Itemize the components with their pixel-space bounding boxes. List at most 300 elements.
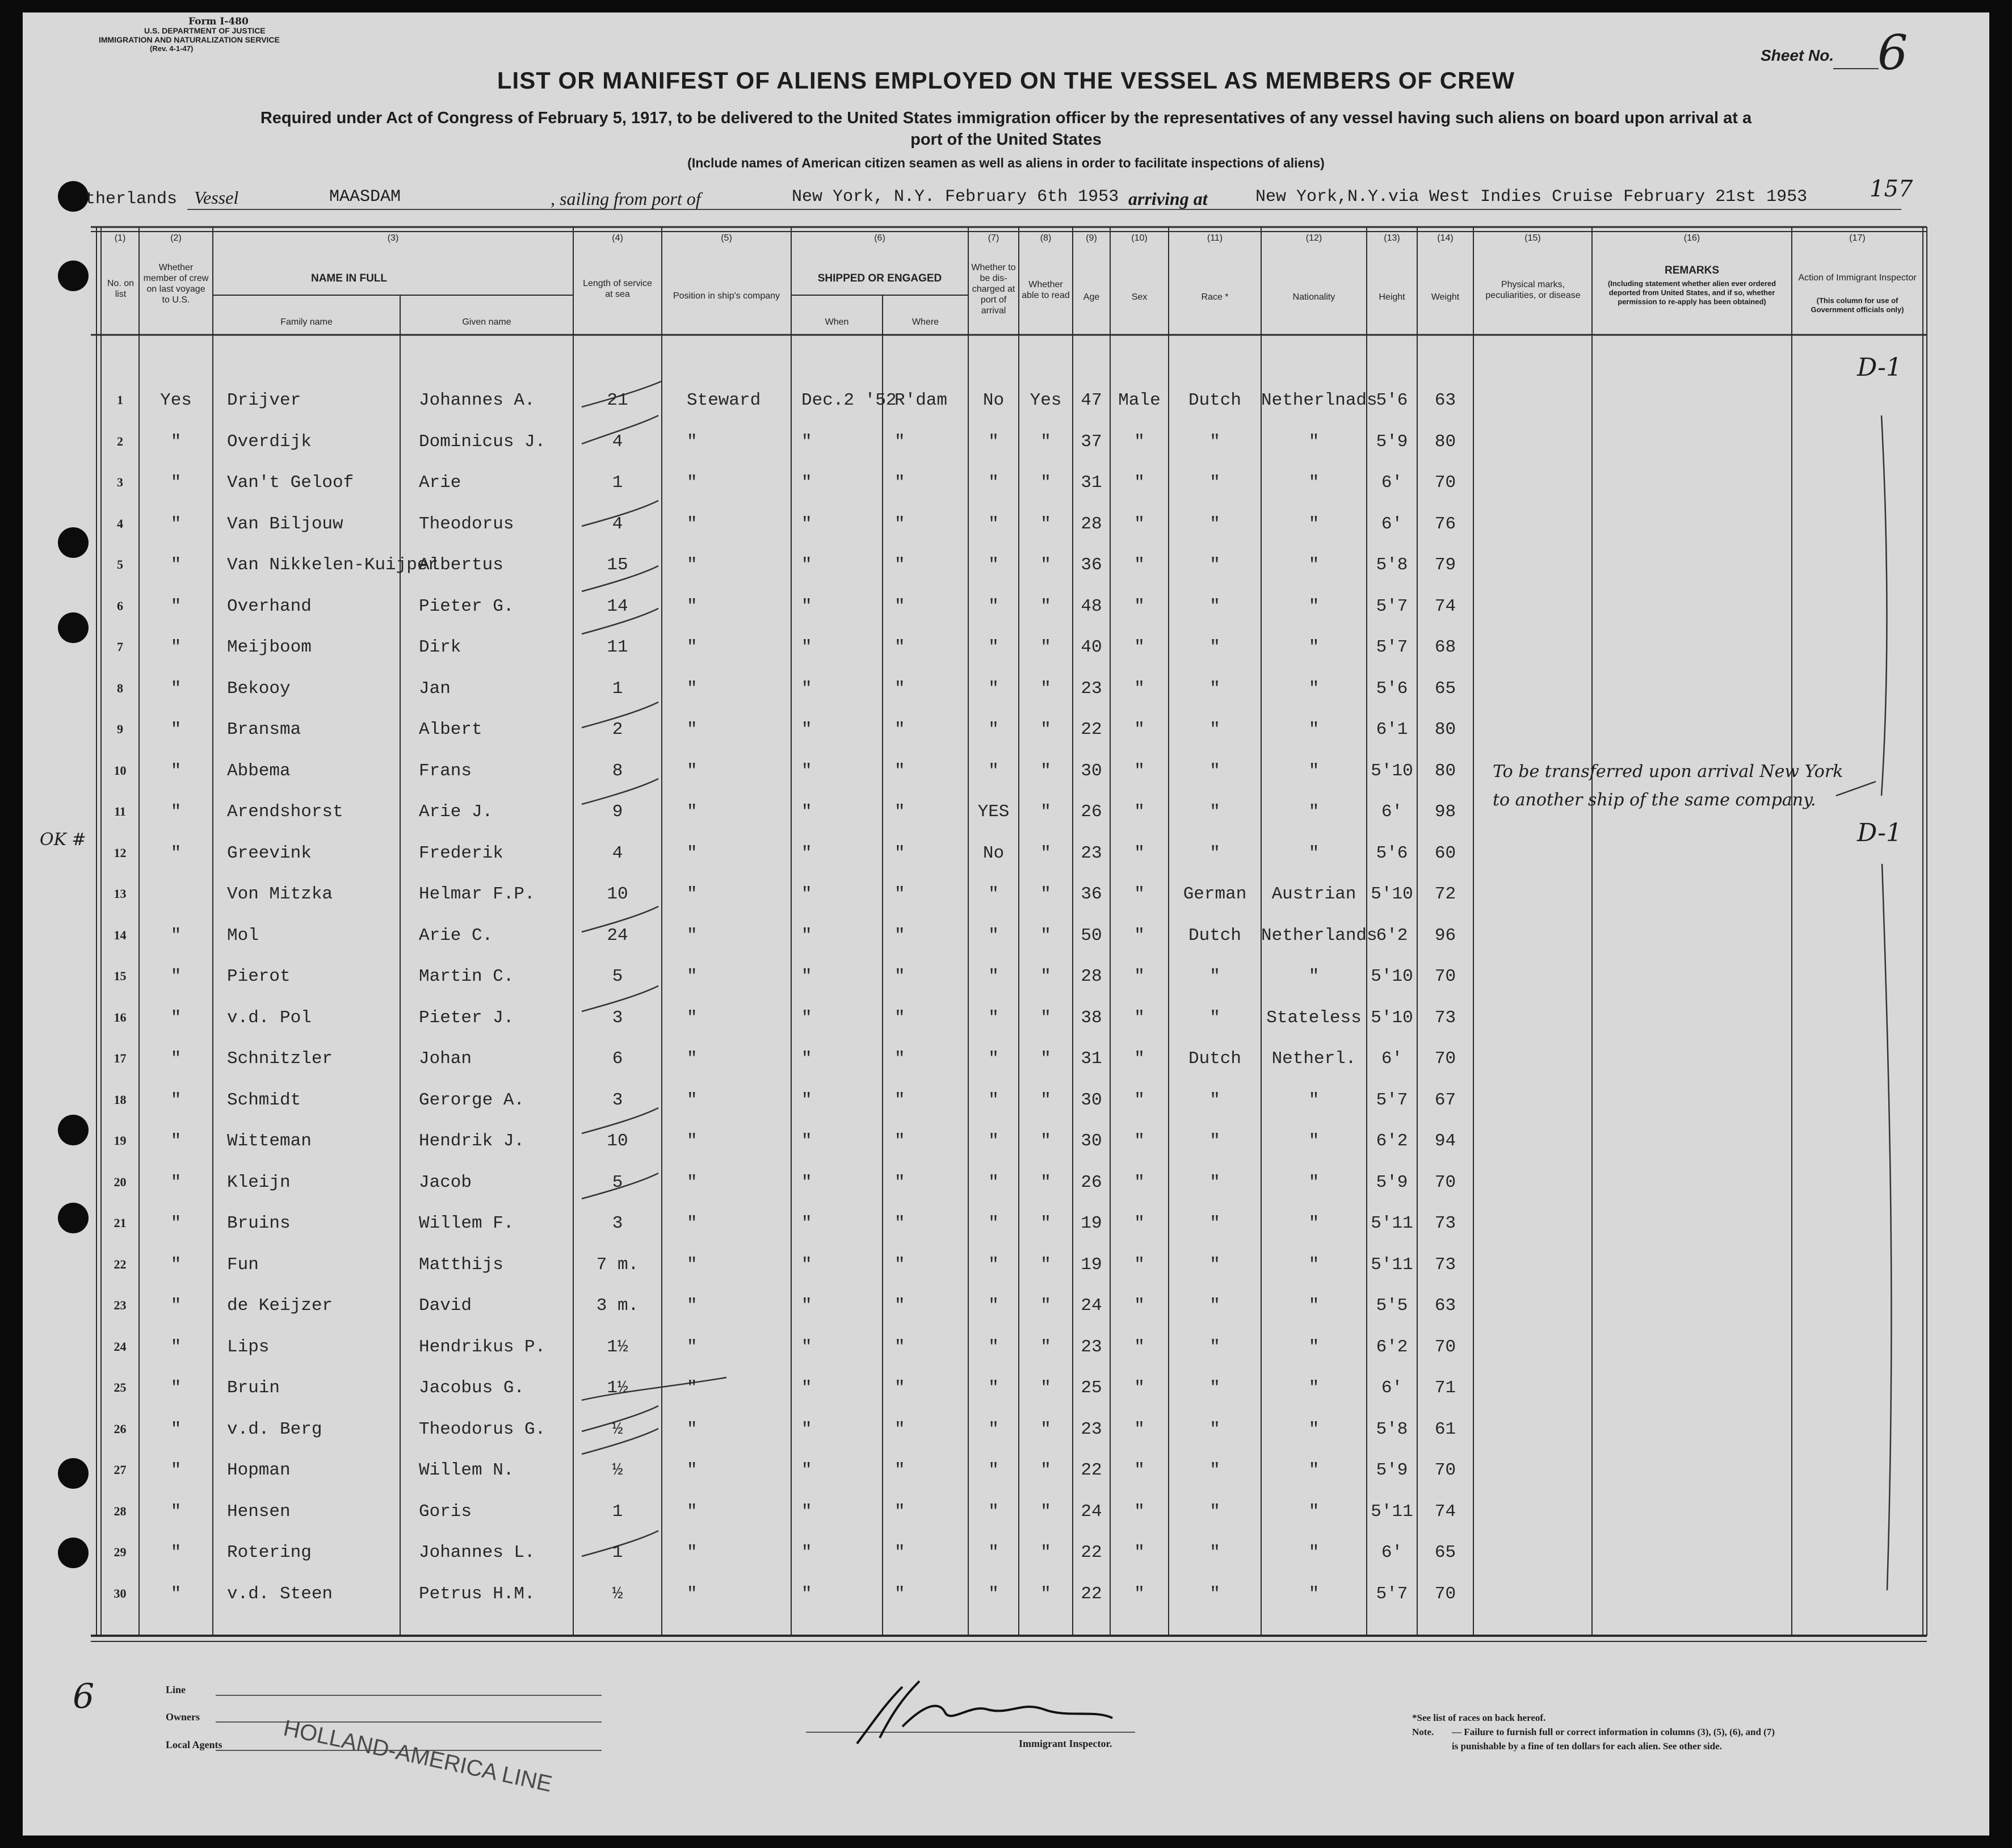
cell-where: ": [894, 1131, 905, 1151]
cell-sex: ": [1134, 1131, 1145, 1151]
cell-position: ": [687, 884, 698, 904]
holland-america-stamp: HOLLAND-AMERICA LINE: [281, 1715, 555, 1797]
cell-sex: ": [1134, 637, 1145, 657]
cell-row-number: 25: [114, 1380, 127, 1395]
cell-nationality: ": [1308, 678, 1320, 699]
cell-weight: 70: [1434, 1584, 1456, 1604]
cell-position: ": [687, 1254, 698, 1275]
cell-service: 1: [612, 678, 623, 699]
cell-previous-voyage: ": [170, 431, 182, 452]
col-num: (5): [721, 233, 732, 243]
cell-age: 48: [1081, 596, 1102, 616]
cell-previous-voyage: ": [170, 761, 182, 781]
cell-service: 1½: [607, 1378, 628, 1398]
cell-position: ": [687, 761, 698, 781]
cell-sex: ": [1134, 514, 1145, 534]
cell-previous-voyage: ": [170, 1337, 182, 1357]
cell-weight: 70: [1434, 967, 1456, 986]
cell-position: ": [687, 802, 698, 822]
cell-family-name: Rotering: [227, 1543, 312, 1563]
cell-when: ": [801, 1254, 812, 1275]
cell-read: ": [1040, 1254, 1051, 1275]
footer-line-label: Line: [166, 1684, 186, 1695]
cell-discharged: ": [988, 555, 999, 575]
cell-race: ": [1209, 1296, 1220, 1316]
col-header-given: Given name: [462, 317, 511, 327]
cell-where: ": [894, 1172, 905, 1192]
cell-given-name: Dirk: [419, 637, 461, 657]
cell-read: ": [1040, 1419, 1051, 1439]
col-num: (17): [1849, 233, 1866, 243]
cell-age: 47: [1081, 390, 1102, 410]
footer-owners-label: Owners: [166, 1711, 200, 1723]
cell-weight: 70: [1434, 473, 1456, 493]
races-note: *See list of races on back hereof.: [1412, 1712, 1546, 1723]
cell-height: 6'2: [1376, 1337, 1408, 1357]
cell-weight: 65: [1434, 1543, 1456, 1563]
cell-row-number: 27: [114, 1463, 127, 1477]
cell-service: 3 m.: [596, 1296, 639, 1316]
cell-row-number: 3: [117, 475, 123, 489]
cell-when: ": [801, 843, 812, 863]
cell-position: ": [687, 720, 698, 740]
cell-given-name: Albert: [419, 720, 482, 740]
form-department: U.S. DEPARTMENT OF JUSTICE: [144, 26, 266, 35]
cell-age: 23: [1081, 843, 1102, 863]
cell-previous-voyage: ": [170, 1172, 182, 1192]
cell-age: 22: [1081, 1460, 1102, 1480]
cell-service: 5: [612, 967, 623, 986]
cell-read: ": [1040, 1296, 1051, 1316]
vessel-label: Vessel: [194, 187, 239, 208]
cell-nationality: ": [1308, 1419, 1320, 1439]
cell-service: 6: [612, 1049, 623, 1069]
cell-nationality: ": [1308, 761, 1320, 781]
cell-position: ": [687, 1172, 698, 1192]
cell-given-name: Jan: [419, 678, 451, 699]
cell-where: ": [894, 967, 905, 986]
cell-height: 5'7: [1376, 637, 1408, 657]
cell-race: Dutch: [1188, 925, 1241, 946]
cell-sex: ": [1134, 431, 1145, 452]
cell-where: ": [894, 431, 905, 452]
cell-discharged: ": [988, 967, 999, 986]
cell-discharged: No: [982, 390, 1005, 410]
cell-nationality: ": [1308, 720, 1320, 740]
cell-discharged: ": [988, 431, 999, 452]
cell-sex: ": [1134, 1254, 1145, 1275]
cell-position: ": [687, 843, 698, 863]
cell-where: ": [894, 1543, 905, 1563]
cell-nationality: ": [1308, 637, 1320, 657]
cell-given-name: Willem F.: [419, 1213, 514, 1233]
cell-weight: 79: [1434, 555, 1456, 575]
cell-height: 6'2: [1376, 1131, 1408, 1151]
vessel-flag: therlands: [85, 190, 178, 209]
cell-discharged: ": [988, 884, 999, 904]
cell-height: 5'11: [1371, 1501, 1413, 1522]
cell-previous-voyage: ": [170, 843, 182, 863]
cell-read: Yes: [1030, 390, 1062, 410]
cell-given-name: Goris: [419, 1501, 472, 1522]
col-num: (8): [1040, 233, 1052, 243]
cell-age: 36: [1081, 884, 1102, 904]
cell-position: ": [687, 925, 698, 946]
form-number: Form I-480: [188, 16, 249, 27]
cell-previous-voyage: ": [170, 596, 182, 616]
cell-family-name: Bruins: [227, 1213, 291, 1233]
cell-previous-voyage: ": [170, 1090, 182, 1110]
cell-height: 5'10: [1371, 884, 1413, 904]
cell-position: ": [687, 555, 698, 575]
col-header-race: Race *: [1201, 292, 1229, 302]
cell-service: 3: [612, 1213, 623, 1233]
cell-family-name: Pierot: [227, 967, 291, 986]
col-num: (1): [114, 233, 126, 243]
cell-row-number: 10: [114, 763, 127, 778]
cell-position: Steward: [687, 390, 761, 410]
col-header-action: Action of Immigrant Inspector: [1798, 273, 1917, 283]
cell-family-name: Lips: [227, 1337, 270, 1357]
cell-sex: ": [1134, 1584, 1145, 1604]
cell-read: ": [1040, 1172, 1051, 1192]
cell-row-number: 24: [114, 1339, 127, 1354]
cell-previous-voyage: ": [170, 1213, 182, 1233]
cell-service: 3: [612, 1007, 623, 1028]
cell-family-name: Abbema: [227, 761, 291, 781]
cell-family-name: Overdijk: [227, 431, 312, 452]
cell-when: ": [801, 555, 812, 575]
cell-nationality: ": [1308, 431, 1320, 452]
cell-sex: ": [1134, 1296, 1145, 1316]
cell-position: ": [687, 1543, 698, 1563]
cell-age: 38: [1081, 1007, 1102, 1028]
cell-sex: ": [1134, 473, 1145, 493]
cell-height: 5'6: [1376, 678, 1408, 699]
cell-given-name: Dominicus J.: [419, 431, 546, 452]
cell-row-number: 29: [114, 1545, 127, 1559]
cell-when: ": [801, 925, 812, 946]
cell-height: 5'9: [1376, 1460, 1408, 1480]
cell-nationality: ": [1308, 1460, 1320, 1480]
cell-family-name: Arendshorst: [227, 802, 343, 822]
cell-given-name: Johannes L.: [419, 1543, 535, 1563]
cell-row-number: 14: [114, 927, 127, 942]
sailing-from: New York, N.Y. February 6th 1953: [792, 187, 1119, 207]
cell-nationality: Netherlands: [1261, 925, 1377, 946]
cell-nationality: ": [1308, 1254, 1320, 1275]
cell-age: 26: [1081, 802, 1102, 822]
cell-service: 4: [612, 431, 623, 452]
cell-discharged: ": [988, 1254, 999, 1275]
cell-given-name: Helmar F.P.: [419, 884, 535, 904]
cell-height: 5'5: [1376, 1296, 1408, 1316]
cell-previous-voyage: ": [170, 1419, 182, 1439]
cell-when: ": [801, 431, 812, 452]
note-label: Note.: [1412, 1727, 1434, 1737]
cell-discharged: ": [988, 761, 999, 781]
note-line-1: — Failure to furnish full or correct information in columns (3), (5), (6), and (7): [1452, 1727, 1775, 1737]
cell-read: ": [1040, 637, 1051, 657]
cell-previous-voyage: ": [170, 1131, 182, 1151]
cell-race: Dutch: [1188, 1049, 1241, 1069]
cell-age: 30: [1081, 761, 1102, 781]
cell-previous-voyage: ": [170, 678, 182, 699]
subtitle-line-2: port of the United States: [910, 131, 1102, 149]
col-num: (14): [1437, 233, 1454, 243]
cell-read: ": [1040, 596, 1051, 616]
cell-row-number: 30: [114, 1586, 127, 1601]
cell-discharged: ": [988, 473, 999, 493]
cell-service: 21: [607, 390, 628, 410]
arriving-label: arriving at: [1128, 188, 1208, 209]
col-header-sex: Sex: [1131, 292, 1148, 302]
cell-weight: 60: [1434, 843, 1456, 863]
cell-service: 4: [612, 514, 623, 534]
col-header-read: Whether able to read: [1022, 280, 1070, 300]
cell-where: ": [894, 1419, 905, 1439]
cell-nationality: ": [1308, 1131, 1320, 1151]
cell-weight: 96: [1434, 925, 1456, 946]
cell-position: ": [687, 1049, 698, 1069]
cell-row-number: 19: [114, 1133, 127, 1148]
cell-given-name: Gerorge A.: [419, 1090, 525, 1110]
cell-when: Dec.2 '52: [801, 390, 897, 410]
note-line-2: is punishable by a fine of ten dollars for each alien. See other side.: [1452, 1741, 1722, 1752]
cell-weight: 65: [1434, 678, 1456, 699]
cell-sex: ": [1134, 802, 1145, 822]
cell-position: ": [687, 1419, 698, 1439]
cell-read: ": [1040, 843, 1051, 863]
cell-sex: ": [1134, 720, 1145, 740]
cell-where: ": [894, 1007, 905, 1028]
cell-row-number: 17: [114, 1051, 127, 1065]
cell-nationality: Stateless: [1266, 1007, 1362, 1028]
cell-age: 24: [1081, 1501, 1102, 1522]
col-num: (6): [874, 233, 885, 243]
cell-position: ": [687, 967, 698, 986]
cell-previous-voyage: ": [170, 1378, 182, 1398]
cell-position: ": [687, 473, 698, 493]
cell-family-name: Bransma: [227, 720, 301, 740]
col-header-service: Length of service at sea: [583, 279, 652, 299]
cell-weight: 73: [1434, 1213, 1456, 1233]
cell-previous-voyage: ": [170, 1007, 182, 1028]
remark-row-11: to another ship of the same company.: [1493, 790, 1816, 810]
cell-race: ": [1209, 1460, 1220, 1480]
col-header-family: Family name: [280, 317, 333, 327]
inspector-mark: D-1: [1857, 818, 1902, 847]
cell-where: ": [894, 761, 905, 781]
cell-where: ": [894, 473, 905, 493]
cell-race: ": [1209, 596, 1220, 616]
cell-family-name: Hensen: [227, 1501, 291, 1522]
cell-sex: ": [1134, 1337, 1145, 1357]
col-header-height: Height: [1379, 292, 1405, 302]
cell-discharged: ": [988, 596, 999, 616]
cell-given-name: David: [419, 1296, 472, 1316]
cell-height: 6': [1381, 1049, 1403, 1069]
col-header-weight: Weight: [1431, 292, 1460, 302]
cell-family-name: Mol: [227, 925, 259, 946]
cell-sex: ": [1134, 1213, 1145, 1233]
col-header-action-note: (This column for use of Government officials only): [1811, 296, 1904, 314]
cell-row-number: 15: [114, 969, 127, 983]
cell-when: ": [801, 473, 812, 493]
cell-weight: 70: [1434, 1049, 1456, 1069]
cell-read: ": [1040, 555, 1051, 575]
cell-sex: ": [1134, 555, 1145, 575]
cell-read: ": [1040, 1460, 1051, 1480]
cell-nationality: ": [1308, 1296, 1320, 1316]
cell-where: ": [894, 1584, 905, 1604]
cell-age: 23: [1081, 1337, 1102, 1357]
cell-family-name: v.d. Steen: [227, 1584, 333, 1604]
cell-race: ": [1209, 431, 1220, 452]
cell-height: 5'11: [1371, 1213, 1413, 1233]
cell-age: 31: [1081, 473, 1102, 493]
cell-age: 30: [1081, 1131, 1102, 1151]
cell-sex: ": [1134, 843, 1145, 863]
cell-height: 5'7: [1376, 1584, 1408, 1604]
cell-where: R'dam: [894, 390, 948, 410]
col-header-where: Where: [912, 317, 939, 327]
cell-age: 28: [1081, 967, 1102, 986]
cell-family-name: Bruin: [227, 1378, 280, 1398]
cell-where: ": [894, 514, 905, 534]
cell-position: ": [687, 637, 698, 657]
col-header-age: Age: [1083, 292, 1100, 302]
cell-row-number: 1: [117, 393, 123, 407]
cell-weight: 74: [1434, 1501, 1456, 1522]
cell-where: ": [894, 843, 905, 863]
cell-read: ": [1040, 514, 1051, 534]
cell-read: ": [1040, 925, 1051, 946]
cell-family-name: Bekooy: [227, 678, 291, 699]
cell-when: ": [801, 1419, 812, 1439]
cell-sex: ": [1134, 1049, 1145, 1069]
cell-when: ": [801, 1049, 812, 1069]
cell-height: 5'10: [1371, 761, 1413, 781]
cell-nationality: ": [1308, 967, 1320, 986]
cell-given-name: Pieter J.: [419, 1007, 514, 1028]
cell-nationality: ": [1308, 843, 1320, 863]
cell-nationality: ": [1308, 1337, 1320, 1357]
cell-when: ": [801, 637, 812, 657]
cell-family-name: de Keijzer: [227, 1296, 333, 1316]
cell-age: 36: [1081, 555, 1102, 575]
col-num: (2): [170, 233, 182, 243]
cell-family-name: v.d. Berg: [227, 1419, 322, 1439]
cell-when: ": [801, 884, 812, 904]
cell-position: ": [687, 1131, 698, 1151]
cell-row-number: 5: [117, 557, 123, 572]
cell-discharged: ": [988, 1378, 999, 1398]
cell-race: ": [1209, 1007, 1220, 1028]
cell-row-number: 20: [114, 1174, 127, 1189]
cell-previous-voyage: ": [170, 1254, 182, 1275]
cell-sex: ": [1134, 1378, 1145, 1398]
cell-discharged: ": [988, 1131, 999, 1151]
cell-weight: 70: [1434, 1460, 1456, 1480]
cell-when: ": [801, 514, 812, 534]
cell-discharged: ": [988, 637, 999, 657]
cell-discharged: ": [988, 1090, 999, 1110]
cell-nationality: ": [1308, 473, 1320, 493]
page-number: 157: [1870, 176, 1913, 202]
cell-read: ": [1040, 1090, 1051, 1110]
cell-sex: ": [1134, 884, 1145, 904]
col-header-discharged: Whether to be dis-charged at port of arrival: [971, 263, 1016, 316]
cell-discharged: ": [988, 1543, 999, 1563]
cell-read: ": [1040, 1049, 1051, 1069]
cell-position: ": [687, 1460, 698, 1480]
cell-nationality: ": [1308, 1501, 1320, 1522]
cell-weight: 76: [1434, 514, 1456, 534]
cell-when: ": [801, 1460, 812, 1480]
cell-age: 22: [1081, 1584, 1102, 1604]
cell-age: 40: [1081, 637, 1102, 657]
cell-race: ": [1209, 1378, 1220, 1398]
cell-when: ": [801, 1090, 812, 1110]
cell-previous-voyage: ": [170, 802, 182, 822]
cell-weight: 68: [1434, 637, 1456, 657]
cell-family-name: Drijver: [227, 390, 301, 410]
cell-race: German: [1183, 884, 1247, 904]
cell-given-name: Arie J.: [419, 802, 493, 822]
cell-where: ": [894, 925, 905, 946]
cell-given-name: Petrus H.M.: [419, 1584, 535, 1604]
cell-race: ": [1209, 555, 1220, 575]
cell-sex: ": [1134, 925, 1145, 946]
cell-position: ": [687, 1213, 698, 1233]
cell-where: ": [894, 1460, 905, 1480]
cell-given-name: Matthijs: [419, 1254, 503, 1275]
cell-previous-voyage: ": [170, 720, 182, 740]
cell-weight: 72: [1434, 884, 1456, 904]
cell-service: 1: [612, 1501, 623, 1522]
cell-height: 6': [1381, 1378, 1403, 1398]
cell-read: ": [1040, 720, 1051, 740]
cell-row-number: 4: [117, 516, 123, 531]
cell-discharged: ": [988, 1584, 999, 1604]
cell-position: ": [687, 514, 698, 534]
col-num: (3): [387, 233, 399, 243]
cell-previous-voyage: ": [170, 967, 182, 986]
sheet-number: 6: [1877, 25, 1908, 81]
cell-race: ": [1209, 967, 1220, 986]
cell-where: ": [894, 1296, 905, 1316]
cell-when: ": [801, 1543, 812, 1563]
cell-position: ": [687, 431, 698, 452]
subtitle-line-3: (Include names of American citizen seamen as well as aliens in order to facilitate inspections of aliens): [687, 156, 1325, 170]
cell-position: ": [687, 678, 698, 699]
cell-race: ": [1209, 1090, 1220, 1110]
cell-read: ": [1040, 1584, 1051, 1604]
cell-previous-voyage: ": [170, 1501, 182, 1522]
cell-race: ": [1209, 1337, 1220, 1357]
cell-when: ": [801, 1584, 812, 1604]
cell-height: 6': [1381, 802, 1403, 822]
cell-previous-voyage: ": [170, 637, 182, 657]
cell-family-name: Van Biljouw: [227, 514, 343, 534]
cell-read: ": [1040, 473, 1051, 493]
cell-weight: 67: [1434, 1090, 1456, 1110]
cell-read: ": [1040, 1543, 1051, 1563]
cell-age: 28: [1081, 514, 1102, 534]
cell-where: ": [894, 596, 905, 616]
cell-when: ": [801, 1501, 812, 1522]
